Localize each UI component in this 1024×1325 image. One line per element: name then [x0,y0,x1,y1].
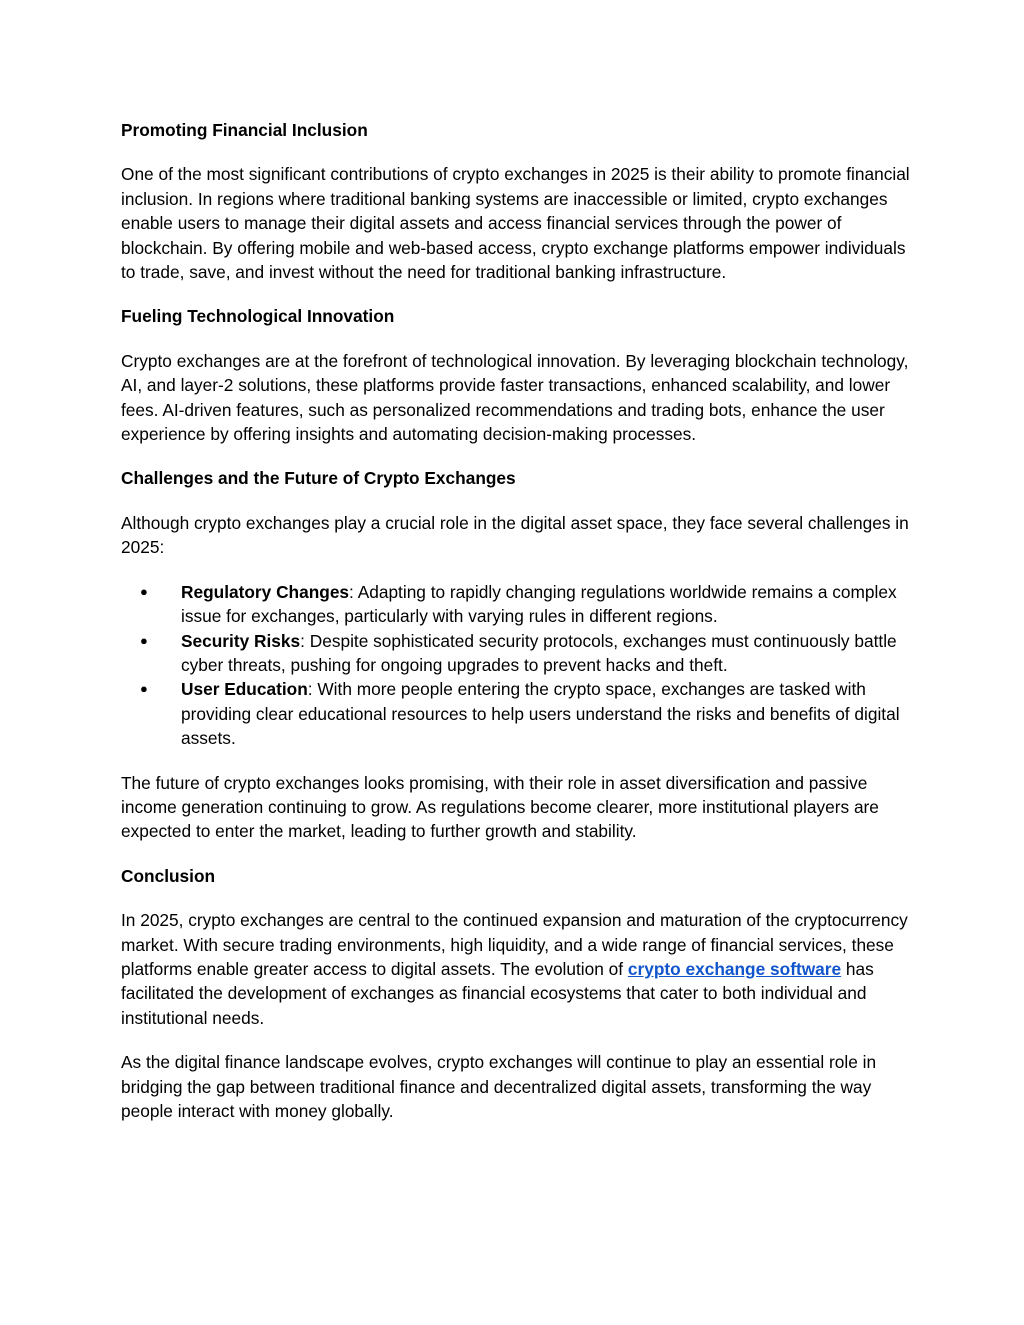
heading-technological-innovation: Fueling Technological Innovation [121,306,395,327]
bullet-text: : Despite sophisticated security protocols, exchanges must continuously battle cyber threats, pushing for ongoing upgrades to prevent hacks and theft. [181,630,897,675]
heading-conclusion: Conclusion [121,865,216,886]
bullet-term: Security Risks [181,630,301,651]
list-item [121,677,911,750]
bullet-text: : Adapting to rapidly changing regulations worldwide remains a complex issue for exchanges, particularly with varying rules in different regions. [181,581,897,627]
document-page [121,118,911,1143]
list-item [121,629,911,678]
paragraph-technological-innovation: Crypto exchanges are at the forefront of technological innovation. By leveraging blockchain technology, AI, and layer-2 solutions, these platforms provide faster transactions, enhanced scalability, and lower fees. AI-driven features, such as personalized recommendations and trading bots, enhance the user experience by offering insights and automating decision-making processes. [121,350,909,445]
paragraph-conclusion-1 [121,908,911,1030]
challenges-bullet-list [121,580,911,751]
bullet-icon: ● [140,681,148,697]
bullet-icon: ● [140,632,148,648]
crypto-exchange-software-link[interactable]: crypto exchange software [627,958,842,979]
paragraph-future-outlook: The future of crypto exchanges looks promising, with their role in asset diversification and passive income generation continuing to grow. As regulations become clearer, more institutional players are expected to enter the market, leading to further growth and stability. [121,772,879,842]
conclusion-text-before-link: In 2025, crypto exchanges are central to the continued expansion and maturation of the cryptocurrency market. With secure trading environments, high liquidity, and a wide range of financial services, these platforms enable greater access to digital assets. The evolution of [121,910,908,979]
heading-challenges: Challenges and the Future of Crypto Exchanges [121,468,516,489]
list-item [121,580,911,629]
paragraph-financial-inclusion: One of the most significant contributions of crypto exchanges in 2025 is their ability to promote financial inclusion. In regions where traditional banking systems are inaccessible or limited, crypto exchanges enable users to manage their digital assets and access financial services through the power of blockchain. By offering mobile and web-based access, crypto exchange platforms empower individuals to trade, save, and invest without the need for traditional banking infrastructure. [121,164,910,283]
heading-financial-inclusion: Promoting Financial Inclusion [121,120,368,140]
bullet-icon: ● [140,583,148,599]
conclusion-text-after-link: has facilitated the development of exchanges as financial ecosystems that cater to both individual and institutional needs. [121,958,874,1028]
paragraph-challenges-intro: Although crypto exchanges play a crucial role in the digital asset space, they face several challenges in 2025: [121,512,909,558]
bullet-text: : With more people entering the crypto space, exchanges are tasked with providing clear educational resources to help users understand the risks and benefits of digital assets. [181,679,900,749]
bullet-term: User Education [181,679,308,700]
bullet-term: Regulatory Changes [181,581,350,602]
paragraph-conclusion-2: As the digital finance landscape evolves, crypto exchanges will continue to play an essential role in bridging the gap between traditional finance and decentralized digital assets, transforming the way people interact with money globally. [121,1052,877,1121]
